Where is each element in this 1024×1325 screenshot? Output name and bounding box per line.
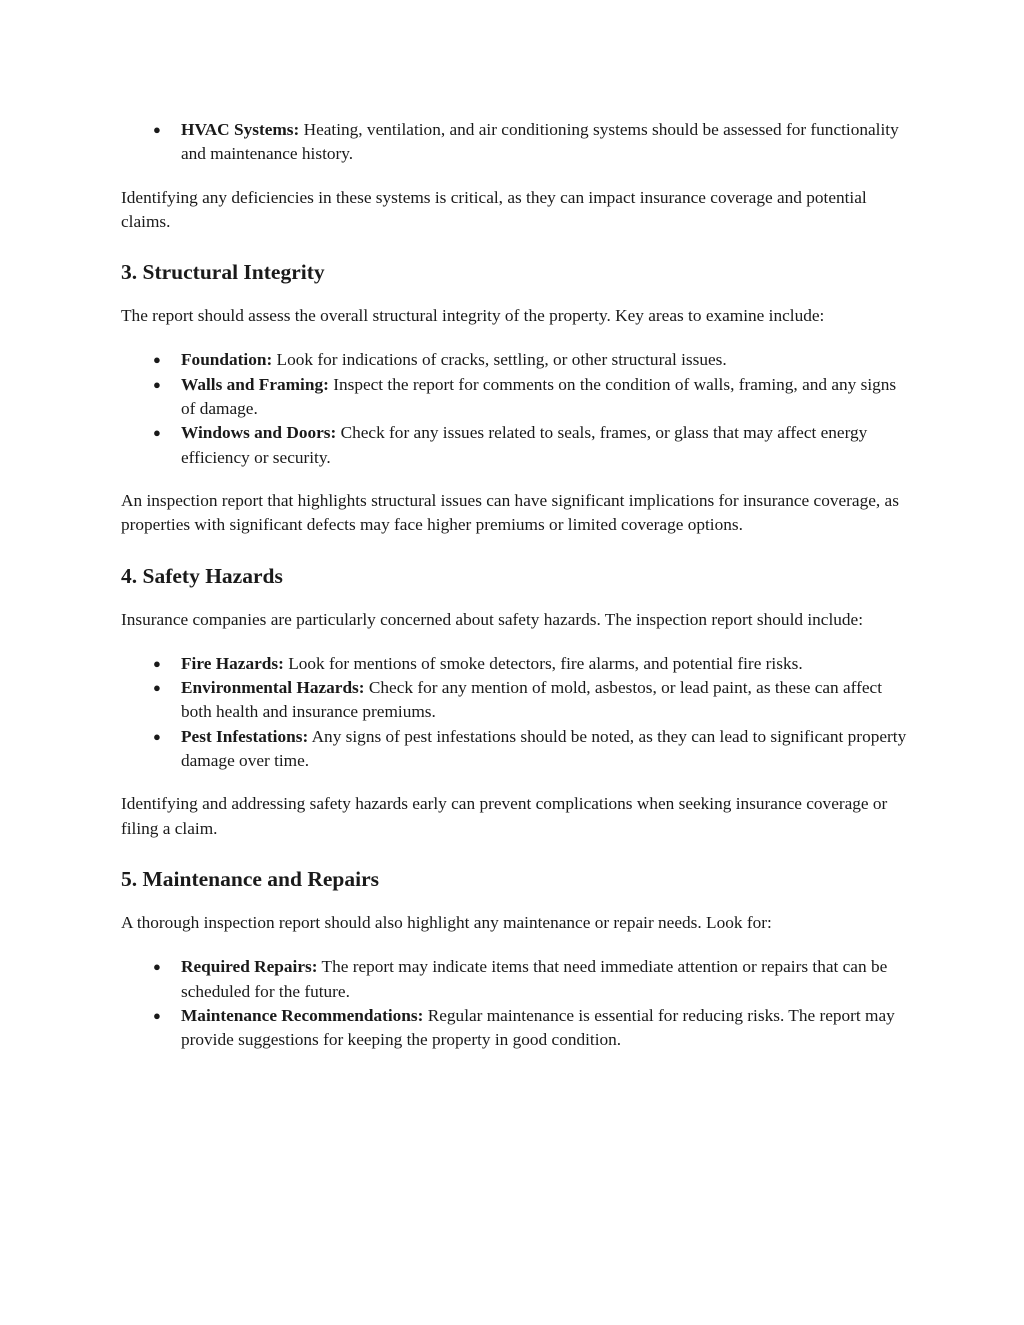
bullet-icon: ● bbox=[153, 1007, 161, 1023]
section-heading-structural-integrity: 3. Structural Integrity bbox=[121, 260, 325, 285]
list-item-desc: Check for any mention of mold, asbestos, or lead paint, as these can affect both health and insurance premiums. bbox=[181, 678, 883, 722]
list-item-desc: Any signs of pest infestations should be noted, as they can lead to significant property damage over time. bbox=[181, 726, 907, 771]
list-item-term: Pest Infestations: bbox=[181, 726, 309, 746]
bullet-icon: ● bbox=[153, 959, 161, 975]
bullet-icon: ● bbox=[153, 680, 161, 696]
list-item bbox=[121, 725, 907, 774]
list-item-desc: Look for indications of cracks, settling, or other structural issues. bbox=[272, 350, 727, 370]
list-item bbox=[121, 118, 907, 167]
deficiencies-paragraph: Identifying any deficiencies in these systems is critical, as they can impact insurance coverage and potential claims. bbox=[121, 187, 867, 231]
list-item bbox=[121, 421, 907, 470]
list-item bbox=[121, 373, 907, 422]
safety-outro-paragraph: Identifying and addressing safety hazards early can prevent complications when seeking insurance coverage or filing a claim. bbox=[121, 794, 888, 838]
structural-list bbox=[121, 348, 907, 469]
list-item-desc: The report may indicate items that need immediate attention or repairs that can be scheduled for the future. bbox=[181, 957, 888, 1001]
bullet-icon: ● bbox=[153, 425, 161, 441]
list-item-desc: Check for any issues related to seals, frames, or glass that may affect energy efficiency or security. bbox=[181, 423, 868, 467]
list-item-term: HVAC Systems: bbox=[181, 120, 300, 139]
list-item bbox=[121, 348, 907, 372]
bullet-icon: ● bbox=[153, 655, 161, 671]
list-item-term: Walls and Framing: bbox=[181, 374, 329, 394]
list-item-desc: Regular maintenance is essential for reducing risks. The report may provide suggestions for keeping the property in good condition. bbox=[181, 1005, 895, 1050]
list-item bbox=[121, 1004, 907, 1053]
list-item-term: Fire Hazards: bbox=[181, 653, 284, 673]
list-item bbox=[121, 652, 907, 676]
section-heading-maintenance-repairs: 5. Maintenance and Repairs bbox=[121, 866, 379, 891]
structural-intro-paragraph: The report should assess the overall structural integrity of the property. Key areas to examine include: bbox=[121, 306, 825, 326]
bullet-icon: ● bbox=[153, 728, 161, 744]
bullet-icon: ● bbox=[153, 352, 161, 368]
bullet-icon: ● bbox=[153, 376, 161, 392]
section-heading-safety-hazards: 4. Safety Hazards bbox=[121, 563, 283, 588]
structural-outro-paragraph: An inspection report that highlights structural issues can have significant implications for insurance coverage, as properties with significant defects may face higher premiums or limited coverage options. bbox=[121, 490, 899, 535]
list-item-desc: Look for mentions of smoke detectors, fire alarms, and potential fire risks. bbox=[283, 653, 803, 673]
list-item bbox=[121, 676, 907, 725]
list-item-term: Windows and Doors: bbox=[181, 423, 337, 443]
list-item-desc: Inspect the report for comments on the condition of walls, framing, and any signs of damage. bbox=[181, 374, 897, 419]
list-item bbox=[121, 955, 907, 1004]
safety-intro-paragraph: Insurance companies are particularly concerned about safety hazards. The inspection report should include: bbox=[121, 609, 864, 629]
list-item-term: Foundation: bbox=[181, 350, 273, 370]
list-item-desc: Heating, ventilation, and air conditioning systems should be assessed for functionality and maintenance history. bbox=[181, 120, 899, 164]
document-page bbox=[121, 118, 907, 1052]
list-item-term: Environmental Hazards: bbox=[181, 678, 365, 698]
list-item-term: Maintenance Recommendations: bbox=[181, 1005, 424, 1025]
maintenance-intro-paragraph: A thorough inspection report should also highlight any maintenance or repair needs. Look for: bbox=[121, 912, 772, 932]
safety-list bbox=[121, 652, 907, 773]
list-item-term: Required Repairs: bbox=[181, 957, 318, 977]
maintenance-list bbox=[121, 955, 907, 1052]
hvac-list bbox=[121, 118, 907, 167]
bullet-icon: ● bbox=[153, 122, 161, 137]
